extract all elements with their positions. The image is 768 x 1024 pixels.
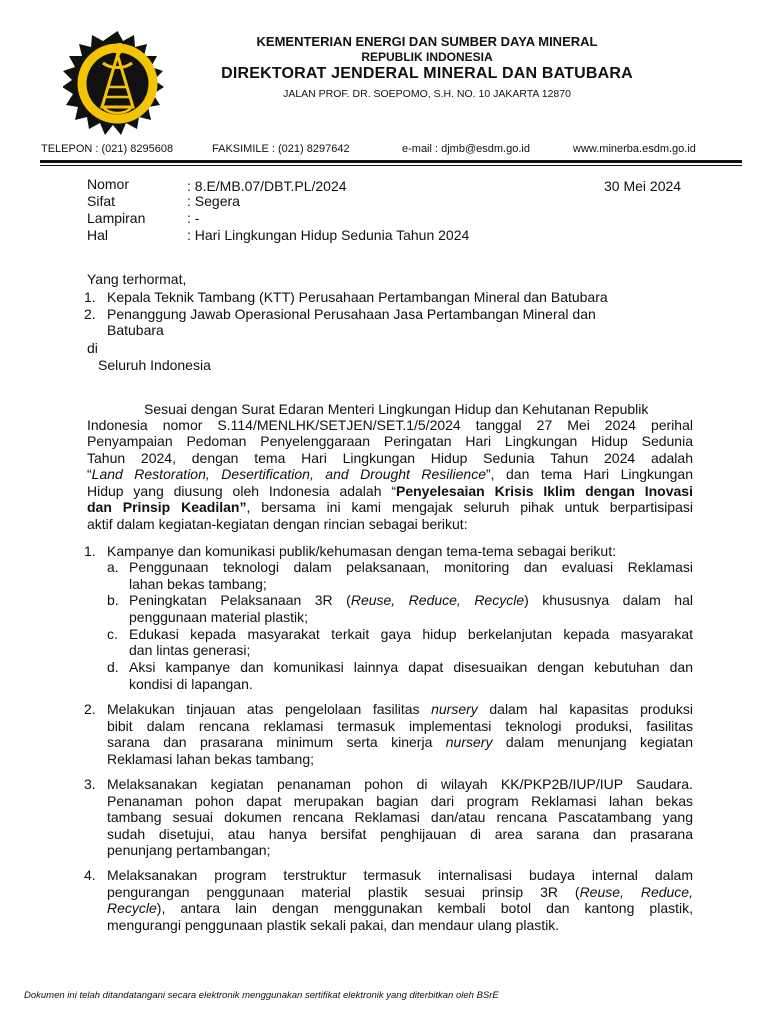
list-number: 3. (84, 776, 96, 792)
office-address: JALAN PROF. DR. SOEPOMO, S.H. NO. 10 JAKARTA 12870 (283, 88, 571, 100)
sublist-label: a. (107, 559, 119, 575)
hal-value: : Hari Lingkungan Hidup Sedunia Tahun 2024 (187, 227, 470, 243)
sublist-item: Peningkatan Pelaksanaan 3R (Reuse, Reduce, Recycle) khususnya dalam hal (129, 592, 693, 608)
lampiran-value: : - (187, 210, 200, 226)
recipient-2: Penanggung Jawab Operasional Perusahaan Jasa Pertambangan Mineral dan (107, 306, 596, 322)
recipient-1-num: 1. (84, 289, 96, 305)
recipient-2-num: 2. (84, 306, 96, 322)
sifat-value: : Segera (187, 193, 240, 209)
recipient-1: Kepala Teknik Tambang (KTT) Perusahaan Pertambangan Mineral dan Batubara (107, 289, 608, 305)
paragraph-line: aktif dalam kegiatan-kegiatan dengan rincian sebagai berikut: (87, 516, 468, 532)
header-rule (40, 160, 742, 163)
salutation: Yang terhormat, (87, 271, 187, 287)
list-item-cont: tambang sesuai dokumen rencana Reklamasi dan/atau rencana Pascatambang yang (107, 809, 693, 825)
sublist-item: Edukasi kepada masyarakat terkait gaya hidup berkelanjutan kepada masyarakat (129, 626, 693, 642)
list-number: 2. (84, 701, 96, 717)
list-item: Kampanye dan komunikasi publik/kehumasan dengan tema-tema sebagai berikut: (107, 543, 616, 559)
phone-number: TELEPON : (021) 8295608 (41, 143, 174, 155)
paragraph-line: Indonesia nomor S.114/MENLHK/SETJEN/SET.1/5/2024 tanggal 27 Mei 2024 perihal (87, 417, 693, 433)
theme-global: Land Restoration, Desertification, and Drought Resilience (91, 466, 486, 482)
list-item-cont: Reklamasi lahan bekas tambang; (107, 751, 315, 767)
recipient-place: Seluruh Indonesia (98, 357, 211, 373)
list-item-cont: mengurangi penggunaan plastik sekali pakai, dan mendaur ulang plastik. (107, 917, 560, 933)
email-address: e-mail : djmb@esdm.go.id (402, 143, 530, 155)
list-item: Melaksanakan kegiatan penanaman pohon di wilayah KK/PKP2B/IUP/IUP Saudara. (107, 776, 693, 792)
list-number: 1. (84, 543, 96, 559)
sublist-item-cont: dan lintas generasi; (129, 642, 251, 658)
letter-date: 30 Mei 2024 (604, 178, 682, 194)
e-signature-note: Dokumen ini telah ditandatangani secara elektronik menggunakan sertifikat elektronik yang diterbitkan oleh BSrE (24, 990, 499, 1001)
sublist-item: Aksi kampanye dan komunikasi lainnya dapat disesuaikan dengan kebutuhan dan (129, 659, 693, 675)
paragraph-line: Hidup yang diusung oleh Indonesia adalah “Penyelesaian Krisis Iklim dengan Inovasi (87, 483, 693, 499)
hal-label: Hal (87, 227, 109, 243)
list-item-cont: pengurangan penggunaan material plastik sesuai prinsip 3R (Reuse, Reduce, (107, 884, 693, 900)
ministry-name: KEMENTERIAN ENERGI DAN SUMBER DAYA MINERAL (256, 34, 598, 49)
nomor-value: : 8.E/MB.07/DBT.PL/2024 (187, 178, 347, 194)
list-item-cont: Recycle), antara lain dengan menggunakan kembali botol dan kantong plastik, (107, 900, 693, 916)
fax-number: FAKSIMILE : (021) 8297642 (212, 143, 350, 155)
list-item-cont: penunjang pertambangan; (107, 842, 271, 858)
paragraph-line: dan Prinsip Keadilan”, bersama ini kami mengajak seluruh pihak untuk berpartisipasi (87, 499, 693, 515)
list-item: Melakukan tinjauan atas pengelolaan fasilitas nursery dalam hal kapasitas produksi (107, 701, 694, 717)
sublist-label: d. (107, 659, 119, 675)
sublist-item-cont: penggunaan material plastik; (129, 609, 309, 625)
list-item-cont: bibit dalam rencana reklamasi termasuk implementasi teknologi produksi, fasilitas (107, 718, 693, 734)
esdm-logo (63, 29, 172, 138)
list-item-cont: sudah disetujui, atau hanya bersifat penghijauan di area sarana dan prasarana (107, 826, 693, 842)
paragraph-line: Penyampaian Pedoman Penyelenggaraan Peringatan Hari Lingkungan Hidup Sedunia (87, 433, 693, 449)
recipient-2-cont: Batubara (107, 322, 164, 338)
nomor-label: Nomor (87, 176, 130, 192)
list-item: Melaksanakan program terstruktur termasuk internalisasi budaya internal dalam (107, 867, 693, 883)
sublist-label: c. (107, 626, 118, 642)
website-address: www.minerba.esdm.go.id (573, 143, 696, 155)
sublist-label: b. (107, 592, 119, 608)
recipient-di: di (87, 340, 98, 356)
paragraph-line: Sesuai dengan Surat Edaran Menteri Lingkungan Hidup dan Kehutanan Republik (144, 401, 649, 417)
list-number: 4. (84, 867, 96, 883)
sifat-label: Sifat (87, 193, 116, 209)
list-item-cont: sarana dan prasarana minimum serta kinerja nursery dalam menunjang kegiatan (107, 734, 693, 750)
directorate-name: DIREKTORAT JENDERAL MINERAL DAN BATUBARA (221, 65, 633, 82)
header-rule-thin (40, 165, 742, 166)
sublist-item: Penggunaan teknologi dalam pelaksanaan, monitoring dan evaluasi Reklamasi (129, 559, 693, 575)
paragraph-line: Tahun 2024, dengan tema Hari Lingkungan Hidup Sedunia Tahun 2024 adalah (87, 450, 693, 466)
republic-name: REPUBLIK INDONESIA (361, 50, 493, 64)
list-item-cont: Penanaman pohon dapat merupakan bagian dari program Reklamasi lahan bekas (107, 793, 693, 809)
theme-indonesia: Penyelesaian Krisis Iklim dengan Inovasi (396, 483, 693, 499)
paragraph-line: “Land Restoration, Desertification, and Drought Resilience”, dan tema Hari Lingkungan (87, 466, 693, 482)
lampiran-label: Lampiran (87, 210, 146, 226)
sublist-item-cont: lahan bekas tambang; (129, 576, 267, 592)
sublist-item-cont: kondisi di lapangan. (129, 676, 253, 692)
